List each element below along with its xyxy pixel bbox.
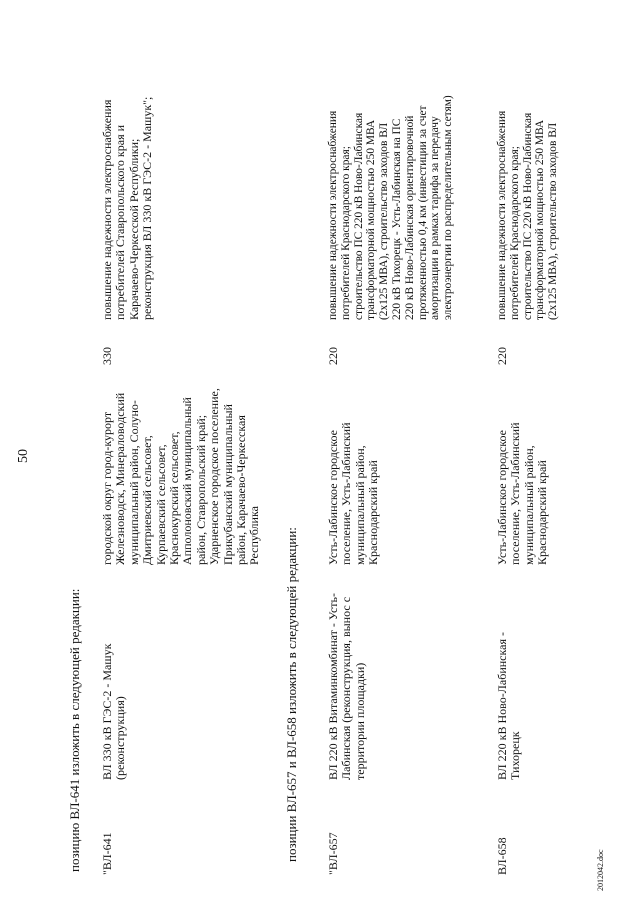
row-location: Усть-Лабинское городское поселение, Усть-Лабинский муниципальный район, Краснодарский край xyxy=(326,422,381,565)
row-location: Усть-Лабинское городское поселение, Усть-Лабинский муниципальный район, Краснодарский край xyxy=(495,422,550,565)
section-heading-vl641: позицию ВЛ-641 изложить в следующей редакции: xyxy=(67,588,82,872)
row-voltage: 220 xyxy=(495,347,509,365)
row-name: ВЛ 220 кВ Ново-Лабинская - Тихорецк xyxy=(495,632,523,780)
row-code: "ВЛ-657 xyxy=(326,832,340,875)
section-heading-vl657-658: позиции ВЛ-657 и ВЛ-658 изложить в следующей редакции: xyxy=(284,527,299,862)
row-name: ВЛ 220 кВ Витаминкомбинат - Усть- Лабинская (реконструкция, вынос с территории площадки) xyxy=(326,593,367,780)
row-code: "ВЛ-641 xyxy=(100,832,114,875)
file-label: 2012042.doc xyxy=(596,849,605,891)
row-voltage: 220 xyxy=(326,347,340,365)
row-purpose: повышение надежности электроснабжения потребителей Краснодарского края; строительство ПС 220 кВ Ново-Лабинская трансформаторной мощностью 250 МВА (2х125 МВА), строительство заходов ВЛ xyxy=(496,110,560,320)
row-purpose: повышение надежности электроснабжения потребителей Ставропольского края и Карачаево-Черкесской Республики; реконструкция ВЛ 330 кВ ГЭС-2 - Машук"; xyxy=(100,96,155,320)
row-voltage: 330 xyxy=(100,347,114,365)
page-number: 50 xyxy=(16,449,31,463)
row-purpose: повышение надежности электроснабжения потребителей Краснодарского края; строительство ПС 220 кВ Ново-Лабинская трансформаторной мощностью 250 МВА (2х125 МВА), строительство заходов ВЛ 220 кВ Тихорецк - Усть-Лабинская на ПС 220 кВ Ново-Лабинская ориентировочной протяженностью 0,4 км (инвестиции за счет амортизации в рамках тарифа за передачу электроэнергии по распределительным сетям) xyxy=(327,95,455,320)
row-location: городской округ город-курорт Железноводск, Минераловодский муниципальный район, Солуно- Дмитриевский сельсовет, Курпаевский сельсовет, Краснокурский сельсовет, Апполоновский муниципальный район, Ставропольский край; Ударненское городское поселение, Прикубанский муниципальный район, Карачаево-Черкесская Республика xyxy=(100,388,262,565)
row-code: ВЛ-658 xyxy=(495,837,509,875)
row-name: ВЛ 330 кВ ГЭС-2 - Машук (реконструкция) xyxy=(100,643,128,780)
